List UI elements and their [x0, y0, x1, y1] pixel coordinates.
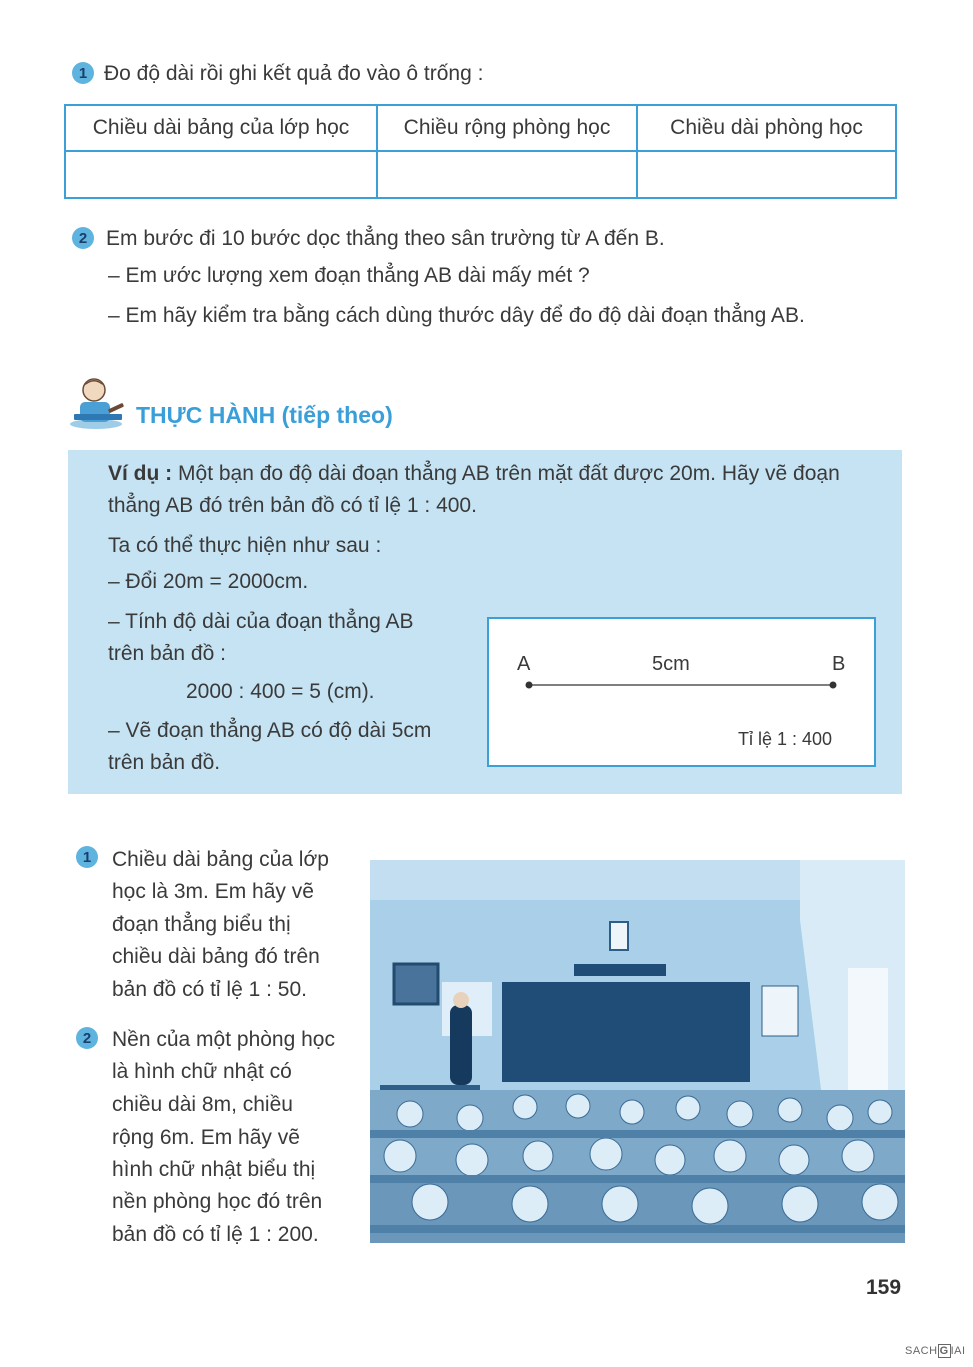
practice-title-main: THỰC HÀNH: [136, 402, 276, 428]
practice-1-line: Chiều dài bảng của lớp: [112, 848, 329, 871]
example-step-1: – Đổi 20m = 2000cm.: [108, 570, 309, 593]
table-header-room-width: Chiều rộng phòng học: [378, 106, 638, 152]
practice-1-line: bản đồ có tỉ lệ 1 : 50.: [112, 978, 307, 1001]
practice-title-sub: (tiếp theo): [281, 402, 393, 428]
map-scale-label: Tỉ lệ 1 : 400: [738, 729, 833, 749]
practice-2-line: bản đồ có tỉ lệ 1 : 200.: [112, 1223, 319, 1246]
table-answer-cell[interactable]: [66, 152, 378, 197]
example-step-3a: – Vẽ đoạn thẳng AB có độ dài 5cm: [108, 719, 432, 742]
practice-2-line: hình chữ nhật biểu thị: [112, 1158, 316, 1181]
table-answer-cell[interactable]: [378, 152, 638, 197]
practice-1-line: đoạn thẳng biểu thị: [112, 913, 291, 936]
exercise-2-text: Em bước đi 10 bước dọc thẳng theo sân trường từ A đến B.: [106, 227, 665, 250]
point-a-label: A: [517, 653, 531, 675]
exercise-1-number: 1: [72, 62, 94, 84]
practice-1-line: học là 3m. Em hãy vẽ: [112, 880, 314, 903]
classroom-illustration: [370, 860, 905, 1243]
exercise-2-number: 2: [72, 227, 94, 249]
exercise-2-line-1: – Em ước lượng xem đoạn thẳng AB dài mấy mét ?: [108, 264, 590, 287]
practice-2-number: 2: [76, 1027, 98, 1049]
exercise-1-instruction: Đo độ dài rồi ghi kết quả đo vào ô trống :: [104, 62, 484, 85]
example-text-2: thẳng AB đó trên bản đồ có tỉ lệ 1 : 400.: [108, 494, 477, 517]
example-step-intro: Ta có thể thực hiện như sau :: [108, 534, 382, 557]
practice-section-title: [136, 402, 393, 429]
point-a-dot: [526, 682, 533, 689]
point-b-dot: [830, 682, 837, 689]
example-step-3b: trên bản đồ.: [108, 751, 221, 774]
classroom-photo: [370, 860, 905, 1243]
watermark-logo: SACH G IAI: [905, 1345, 966, 1357]
table-answer-cell[interactable]: [638, 152, 895, 197]
example-step-2a: – Tính độ dài của đoạn thẳng AB: [108, 610, 414, 633]
practice-2-line: Nền của một phòng học: [112, 1028, 335, 1051]
exercise-2-line-2: – Em hãy kiểm tra bằng cách dùng thước dây để đo độ dài đoạn thẳng AB.: [108, 304, 805, 327]
student-mascot-icon: [68, 374, 130, 430]
practice-2-line: là hình chữ nhật có: [112, 1060, 292, 1083]
example-calculation: 2000 : 400 = 5 (cm).: [186, 680, 375, 703]
map-drawing-box: [487, 617, 876, 767]
practice-2-line: nền phòng học đó trên: [112, 1190, 323, 1213]
practice-2-line: rộng 6m. Em hãy vẽ: [112, 1126, 300, 1149]
example-line-1: [108, 462, 840, 486]
page-number: 159: [866, 1276, 902, 1299]
segment-length-label: 5cm: [652, 653, 690, 675]
example-label: Ví dụ :: [108, 462, 173, 485]
practice-1-number: 1: [76, 846, 98, 868]
example-text-1: Một bạn đo độ dài đoạn thẳng AB trên mặt đất được 20m. Hãy vẽ đoạn: [178, 462, 840, 485]
practice-2-line: chiều dài 8m, chiều: [112, 1093, 293, 1116]
table-header-board-length: Chiều dài bảng của lớp học: [66, 106, 378, 152]
table-header-room-length: Chiều dài phòng học: [638, 106, 895, 152]
practice-1-line: chiều dài bảng đó trên: [112, 945, 320, 968]
segment-ab: [519, 679, 839, 691]
measurement-table: [64, 104, 897, 199]
example-step-2b: trên bản đồ :: [108, 642, 226, 665]
point-b-label: B: [832, 653, 846, 675]
